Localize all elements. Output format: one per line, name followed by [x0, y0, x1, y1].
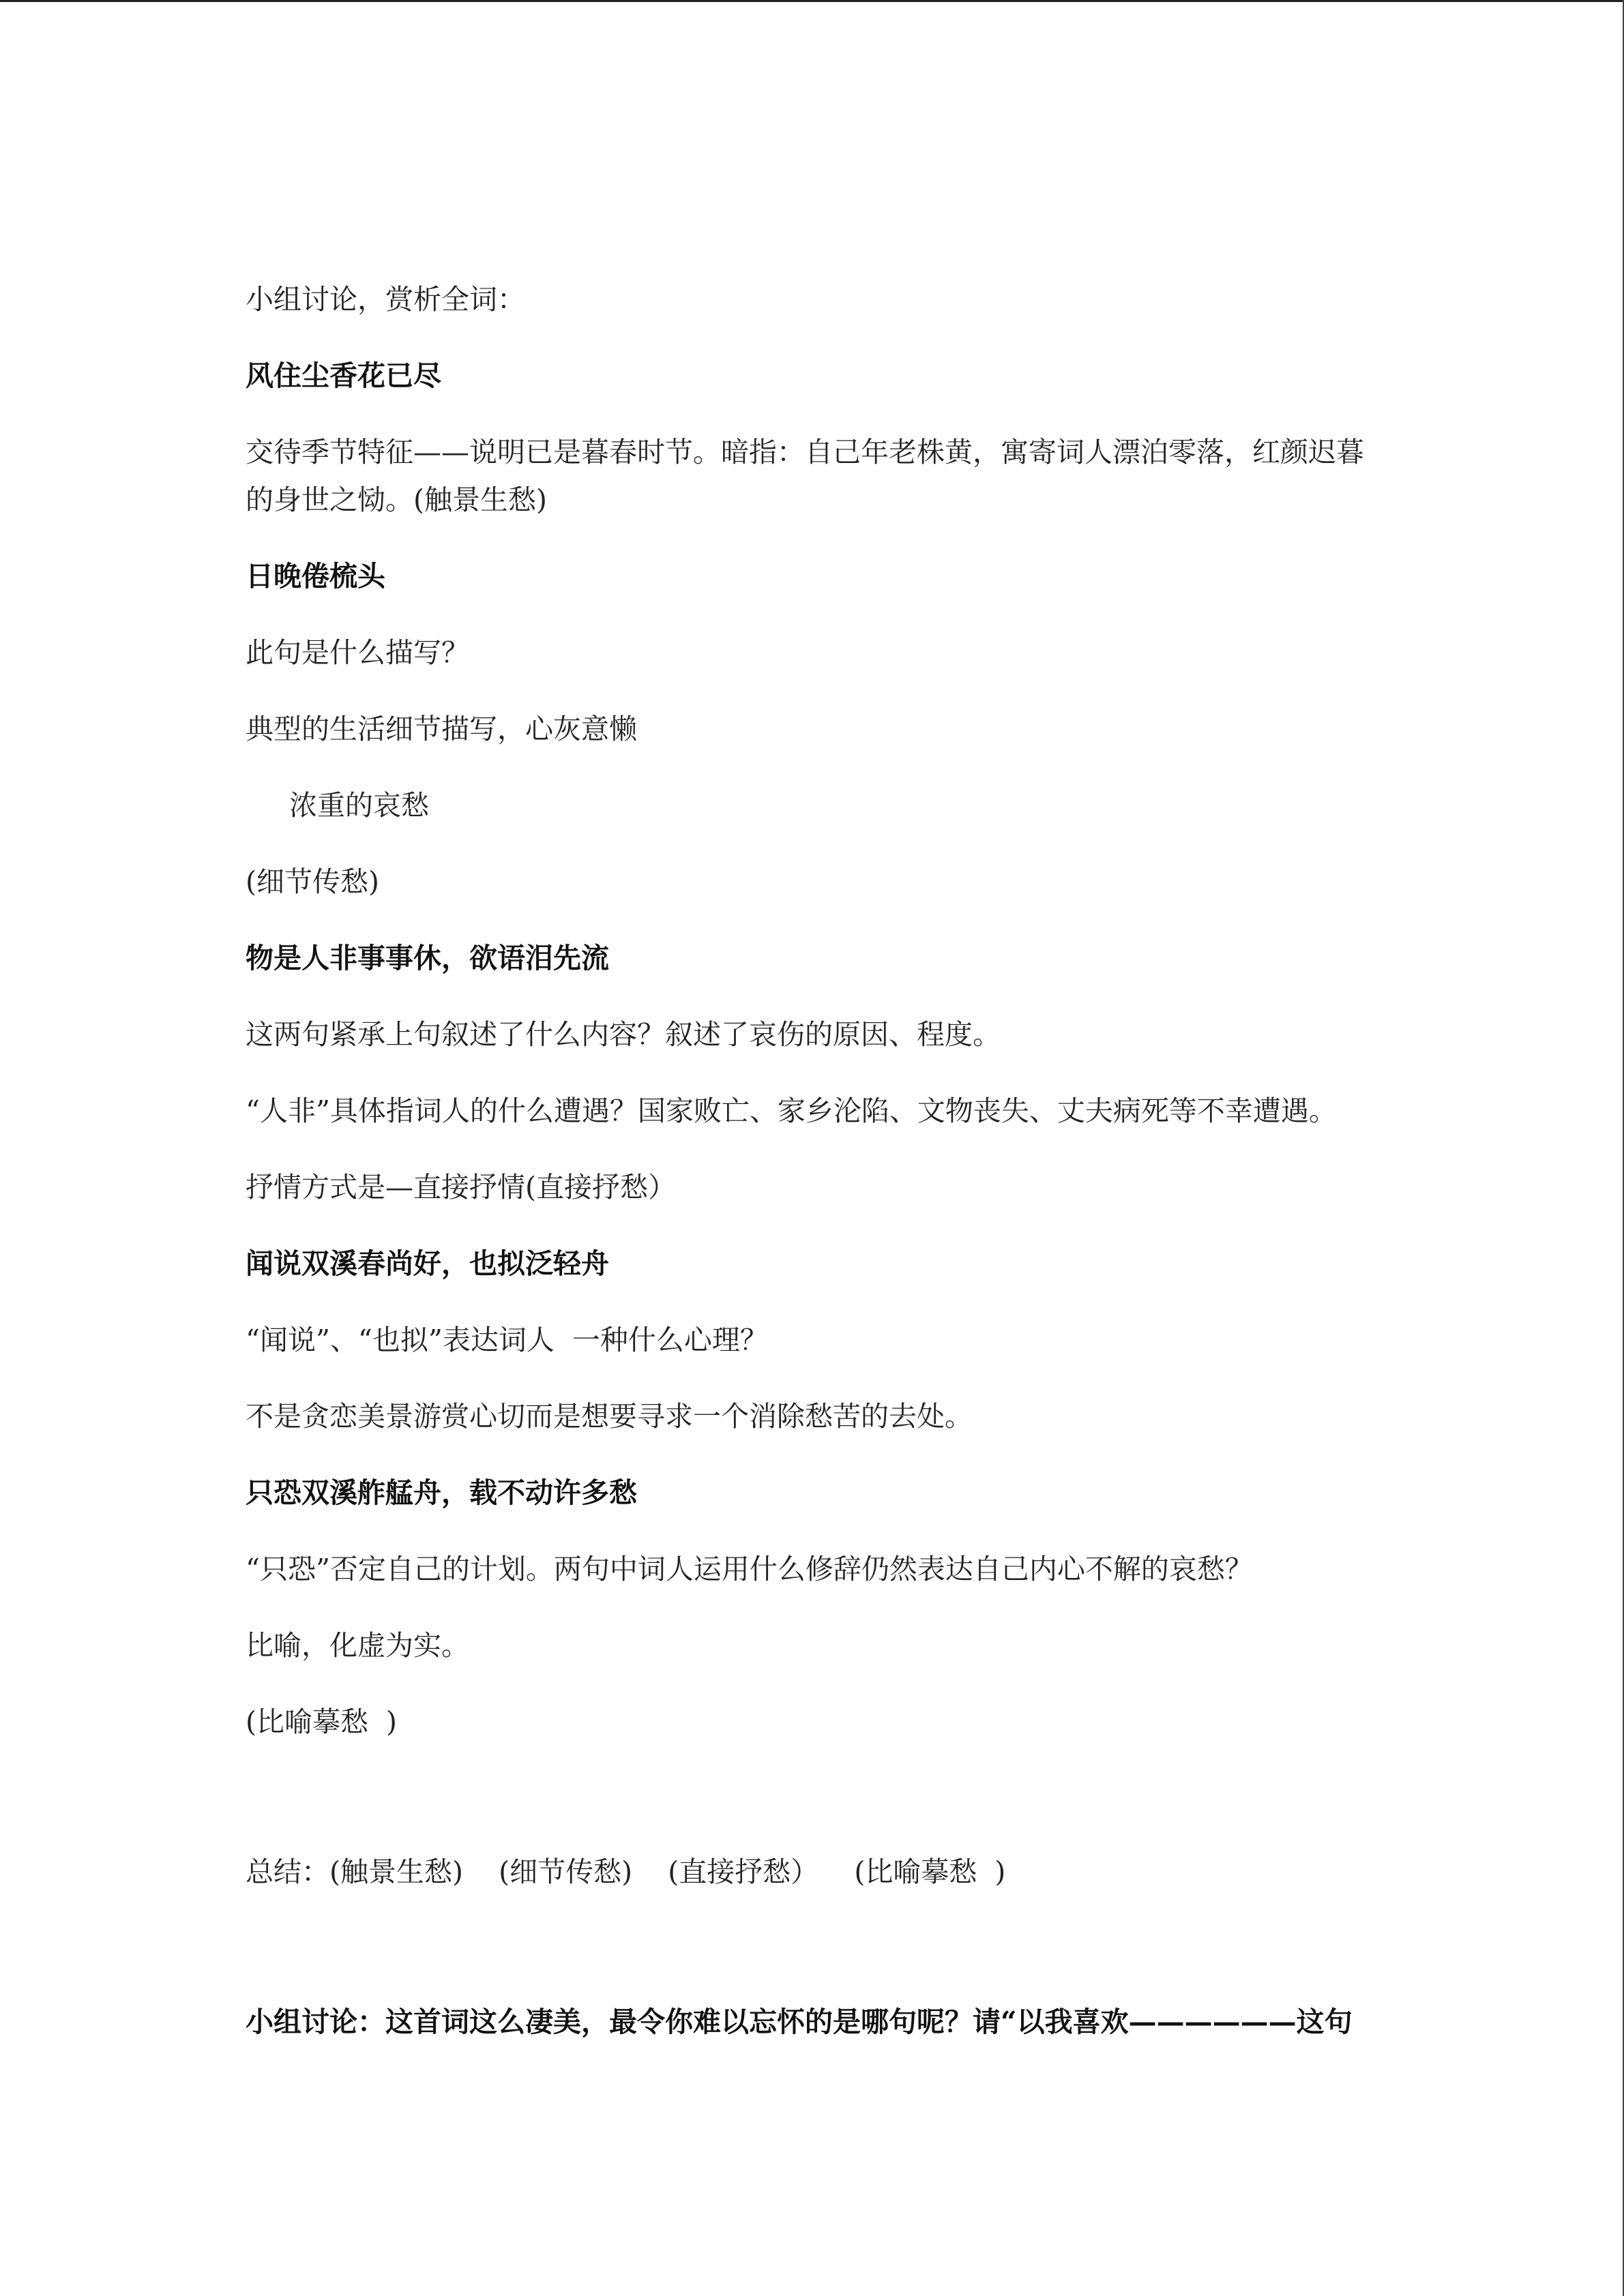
answer-4: 不是贪恋美景游赏心切而是想要寻求一个消除愁苦的去处。 — [246, 1400, 973, 1433]
page-top-border — [0, 0, 1624, 2]
answer-1-note: 浓重的哀愁 — [289, 789, 429, 822]
verse-line-4: 闻说双溪春尚好，也拟泛轻舟 — [246, 1247, 609, 1280]
technique-2: 抒情方式是—直接抒情(直接抒愁） — [246, 1171, 676, 1204]
discussion-prompt: 小组讨论，赏析全词： — [246, 283, 525, 316]
final-discussion-prompt: 小组讨论：这首词这么凄美，最令你难以忘怀的是哪句呢？请“以我喜欢——————这句 — [246, 2006, 1353, 2038]
verse-line-3: 物是人非事事休，欲语泪先流 — [246, 942, 609, 974]
document-page — [246, 275, 1371, 2074]
answer-5: 比喻，化虚为实。 — [246, 1629, 469, 1662]
verse-line-1: 风住尘香花已尽 — [246, 359, 441, 392]
question-3: “人非”具体指词人的什么遭遇？国家败亡、家乡沦陷、文物丧失、丈夫病死等不幸遭遇。 — [246, 1094, 1337, 1127]
summary-line: 总结：(触景生愁) (细节传愁) (直接抒愁） (比喻摹愁 ) — [246, 1855, 1006, 1888]
verse-line-5: 只恐双溪舴艋舟，载不动许多愁 — [246, 1476, 637, 1509]
verse-line-2: 日晚倦梳头 — [246, 560, 385, 593]
question-5: “只恐”否定自己的计划。两句中词人运用什么修辞仍然表达自己内心不解的哀愁？ — [246, 1553, 1253, 1585]
analysis-paragraph-1: 交待季节特征——说明已是暮春时节。暗指：自己年老株黄，寓寄词人漂泊零落，红颜迟暮的身世之恸。(触景生愁) — [246, 436, 1364, 516]
answer-1: 典型的生活细节描写，心灰意懒 — [246, 713, 637, 745]
technique-4: (比喻摹愁 ) — [246, 1705, 398, 1738]
question-1: 此句是什么描写？ — [246, 636, 469, 669]
question-4: “闻说”、“也拟”表达词人 一种什么心理？ — [246, 1324, 768, 1356]
technique-1: (细节传愁) — [246, 865, 379, 898]
question-2: 这两句紧承上句叙述了什么内容？叙述了哀伤的原因、程度。 — [246, 1018, 1001, 1051]
